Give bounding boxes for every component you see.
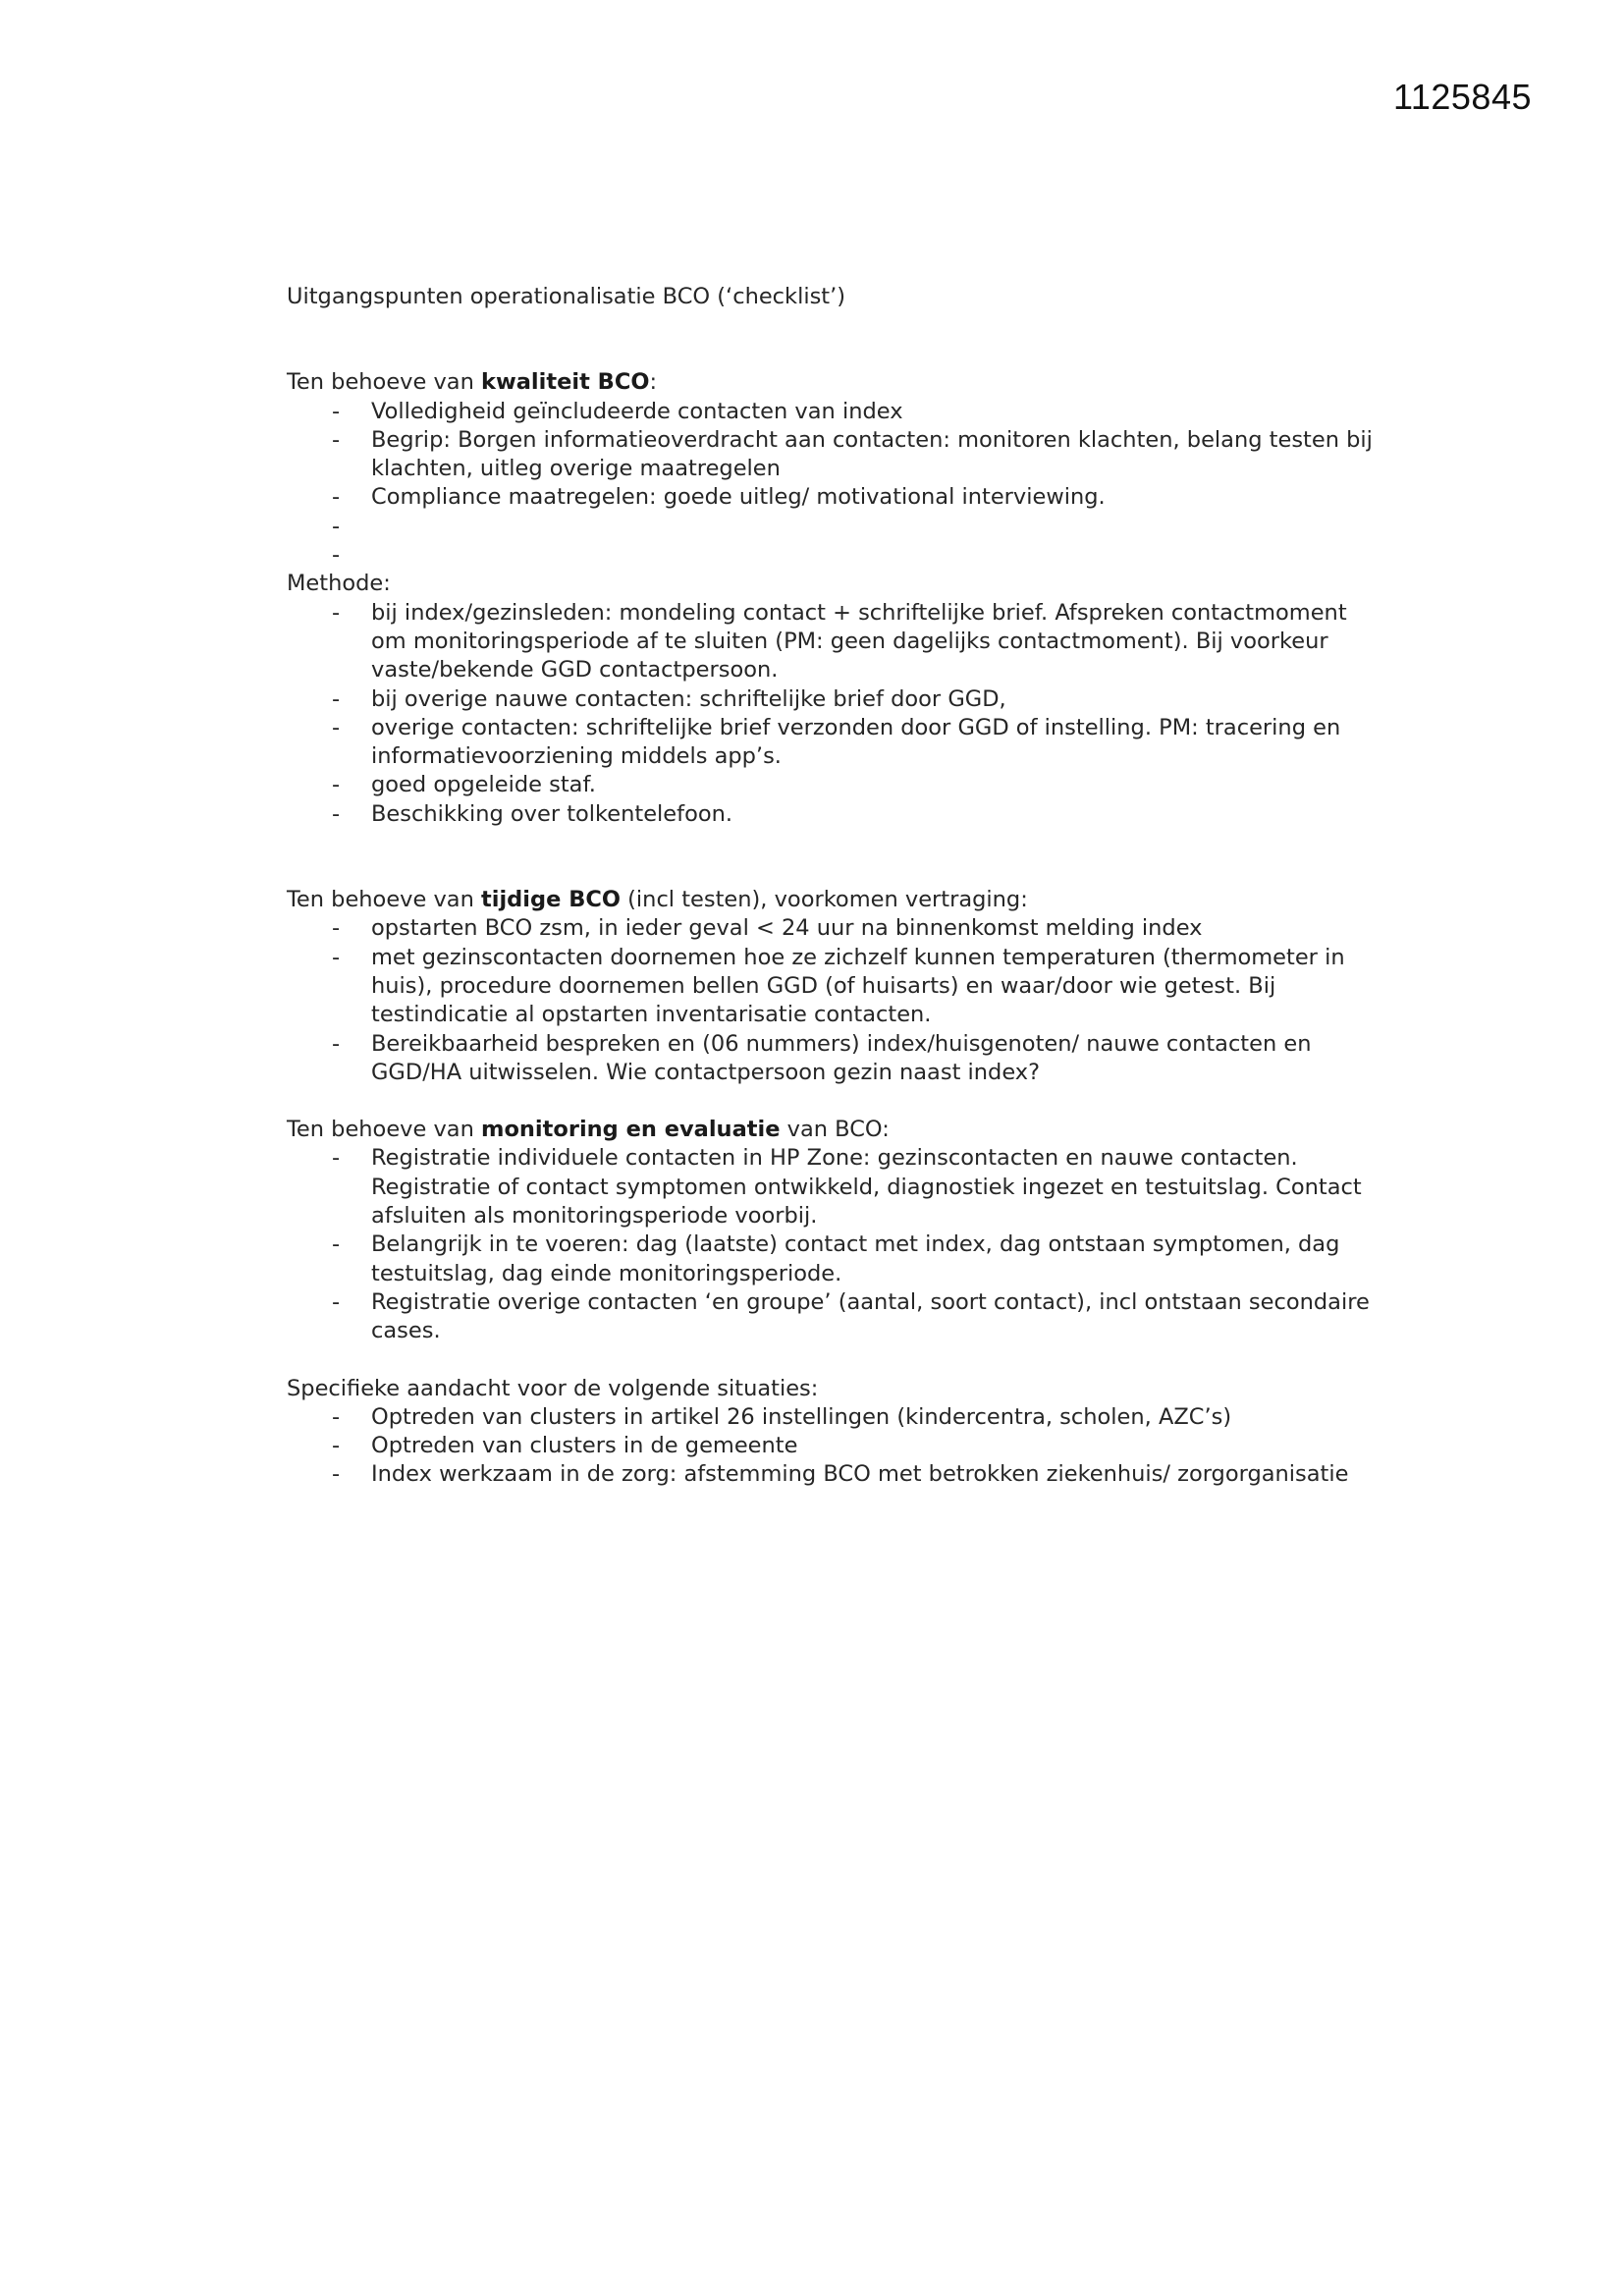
- document-body: [287, 283, 1386, 1490]
- heading-kwaliteit-suffix: :: [649, 369, 658, 396]
- list-item: - Beschikking over tolkentelefoon.: [287, 800, 1386, 829]
- list-item: - Index werkzaam in de zorg: afstemming BCO met betrokken ziekenhuis/ zorgorganisatie: [287, 1460, 1386, 1489]
- list-kwaliteit: [287, 398, 1386, 571]
- spacer: [287, 1346, 1386, 1375]
- heading-monitoring-bold: monitoring en evaluatie: [481, 1117, 781, 1143]
- list-specifiek: [287, 1403, 1386, 1490]
- heading-tijdige-bold: tijdige BCO: [481, 887, 621, 913]
- list-item: - overige contacten: schriftelijke brief verzonden door GGD of instelling. PM: tracering en informatievoorziening middels app’s.: [287, 714, 1386, 772]
- list-tijdige: [287, 914, 1386, 1087]
- heading-monitoring-prefix: Ten behoeve van: [287, 1117, 481, 1143]
- heading-methode: Methode:: [287, 571, 391, 597]
- spacer: [287, 1087, 1386, 1116]
- document-number: 1125845: [1393, 77, 1532, 117]
- heading-monitoring: [287, 1116, 1386, 1144]
- heading-tijdige: [287, 886, 1386, 914]
- list-item-empty: [287, 541, 1386, 570]
- list-item: - Optreden van clusters in artikel 26 instellingen (kindercentra, scholen, AZC’s): [287, 1403, 1386, 1432]
- heading-tijdige-suffix: (incl testen), voorkomen vertraging:: [621, 887, 1028, 913]
- list-item: - Registratie overige contacten ‘en groupe’ (aantal, soort contact), incl ontstaan secondaire cases.: [287, 1288, 1386, 1346]
- list-item: - bij overige nauwe contacten: schriftelijke brief door GGD,: [287, 685, 1386, 714]
- list-item: - met gezinscontacten doornemen hoe ze zichzelf kunnen temperaturen (thermometer in huis), procedure doornemen bellen GGD (of huisarts) en waar/door wie getest. Bij testindicatie al opstarten inventarisatie contacten.: [287, 944, 1386, 1030]
- list-item: - Bereikbaarheid bespreken en (06 nummers) index/huisgenoten/ nauwe contacten en GGD/HA uitwisselen. Wie contactpersoon gezin naast index?: [287, 1030, 1386, 1088]
- heading-kwaliteit-bold: kwaliteit BCO: [481, 369, 650, 396]
- list-item: - Begrip: Borgen informatieoverdracht aan contacten: monitoren klachten, belang testen bij klachten, uitleg overige maatregelen: [287, 426, 1386, 484]
- document-title: Uitgangspunten operationalisatie BCO (‘checklist’): [287, 284, 846, 309]
- heading-kwaliteit-prefix: Ten behoeve van: [287, 369, 481, 396]
- list-item: - goed opgeleide staf.: [287, 771, 1386, 799]
- heading-monitoring-suffix: van BCO:: [780, 1117, 890, 1143]
- list-item: - bij index/gezinsleden: mondeling contact + schriftelijke brief. Afspreken contactmoment om monitoringsperiode af te sluiten (PM: geen dagelijks contactmoment). Bij voorkeur vaste/bekende GGD contactpersoon.: [287, 599, 1386, 685]
- list-item: - Registratie individuele contacten in HP Zone: gezinscontacten en nauwe contacten. Registratie of contact symptomen ontwikkeld, diagnostiek ingezet en testuitslag. Contact afsluiten als monitoringsperiode voorbij.: [287, 1144, 1386, 1230]
- list-methode: [287, 599, 1386, 829]
- list-item: - Volledigheid geïncludeerde contacten van index: [287, 398, 1386, 426]
- list-item: - Optreden van clusters in de gemeente: [287, 1432, 1386, 1460]
- list-monitoring: [287, 1144, 1386, 1345]
- list-item: - opstarten BCO zsm, in ieder geval < 24 uur na binnenkomst melding index: [287, 914, 1386, 943]
- list-item-empty: [287, 513, 1386, 541]
- heading-specifiek: Specifieke aandacht voor de volgende situaties:: [287, 1375, 819, 1401]
- heading-kwaliteit: [287, 368, 1386, 397]
- list-item: - Compliance maatregelen: goede uitleg/ motivational interviewing.: [287, 483, 1386, 512]
- spacer: [287, 829, 1386, 886]
- list-item: - Belangrijk in te voeren: dag (laatste) contact met index, dag ontstaan symptomen, dag testuitslag, dag einde monitoringsperiode.: [287, 1230, 1386, 1288]
- heading-tijdige-prefix: Ten behoeve van: [287, 887, 481, 913]
